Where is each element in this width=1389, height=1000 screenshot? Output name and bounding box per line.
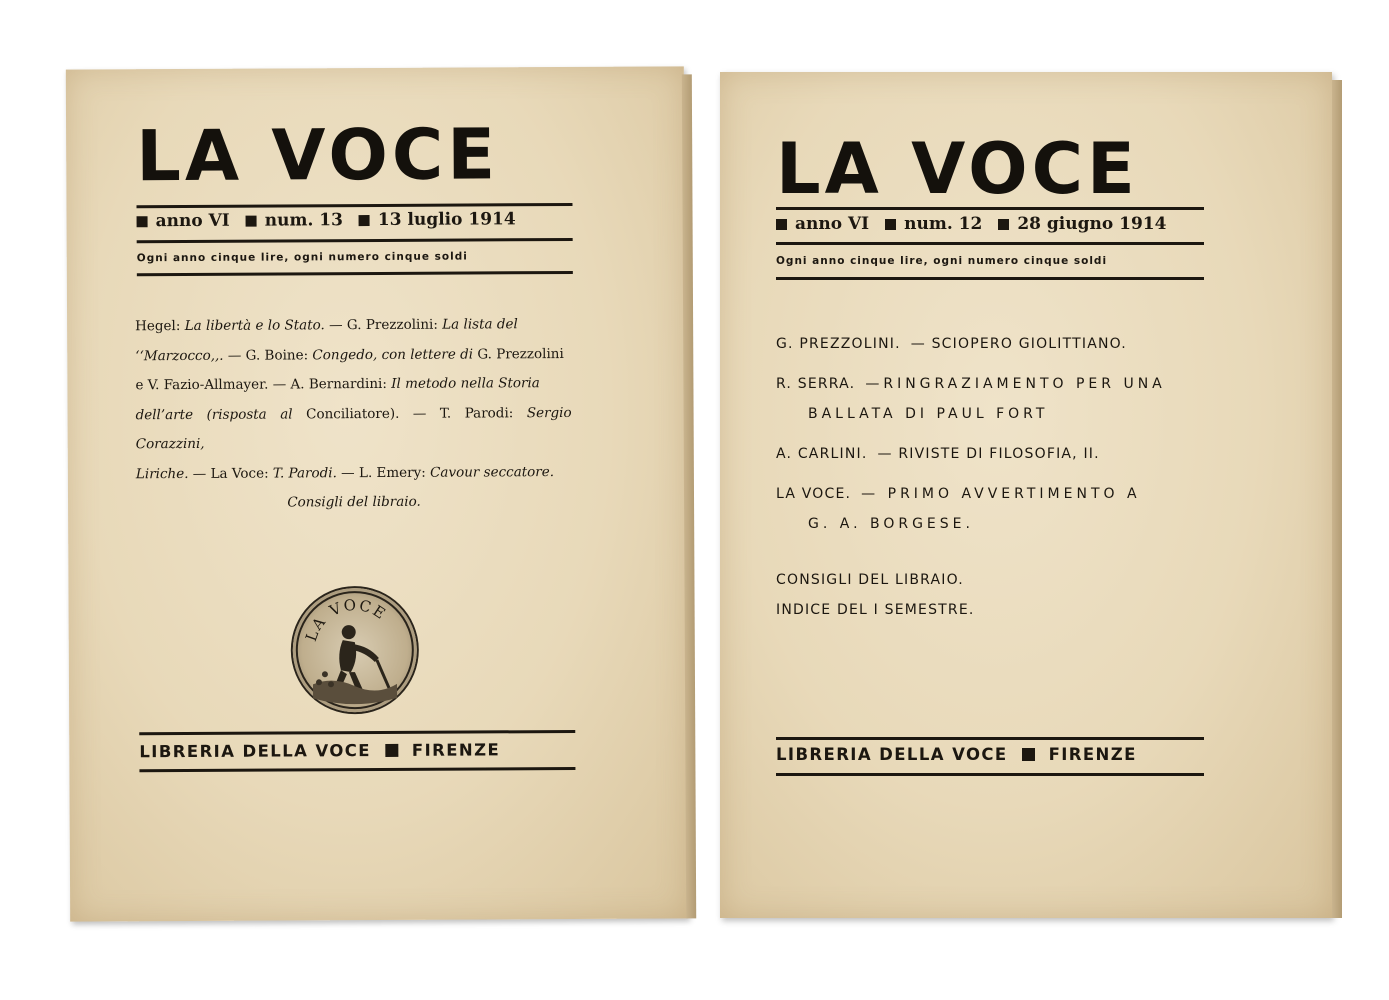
toc-title: — SCIOPERO GIOLITTIANO. bbox=[910, 336, 1127, 352]
toc-title: G. A. BORGESE. bbox=[808, 516, 974, 532]
footer bbox=[139, 740, 500, 761]
square-bullet-icon bbox=[998, 219, 1009, 230]
toc-line: dell’arte (risposta al Conciliatore). — T. Parodi: Sergio Corazzini, bbox=[135, 404, 572, 453]
toc-entry bbox=[808, 516, 974, 532]
masthead-rule bbox=[776, 207, 1204, 210]
toc-title: — PRIMO AVVERTIMENTO A bbox=[861, 486, 1141, 502]
publisher-city: FIRENZE bbox=[1048, 745, 1137, 764]
masthead-rule bbox=[136, 203, 572, 208]
publisher-name: LIBRERIA DELLA VOCE bbox=[139, 741, 371, 762]
toc-title: INDICE DEL I SEMESTRE. bbox=[776, 602, 975, 618]
issue-date: 28 giugno 1914 bbox=[1017, 214, 1167, 234]
toc-author: A. CARLINI. bbox=[776, 446, 868, 462]
toc-entry bbox=[776, 572, 964, 588]
footer-rule-bottom bbox=[139, 767, 575, 772]
footer-rule-bottom bbox=[776, 773, 1204, 776]
toc-title: —RINGRAZIAMENTO PER UNA bbox=[865, 376, 1166, 392]
footer-rule-top bbox=[776, 737, 1204, 740]
toc-entry bbox=[776, 602, 975, 618]
issue-date: 13 luglio 1914 bbox=[377, 209, 516, 230]
cover-edge bbox=[682, 74, 696, 918]
toc-entry bbox=[808, 406, 1048, 422]
toc-line: Hegel: La libertà e lo Stato. — G. Prezzolini: La lista del bbox=[135, 316, 518, 335]
square-bullet-icon bbox=[137, 216, 148, 227]
toc-line: Liriche. — La Voce: T. Parodi. — L. Emery: Cavour seccatore. bbox=[135, 463, 555, 482]
issue-number: num. 13 bbox=[264, 210, 343, 231]
emblem-text: LA VOCE bbox=[301, 595, 391, 644]
footer-rule-top bbox=[139, 730, 575, 735]
toc-line: e V. Fazio-Allmayer. — A. Bernardini: Il metodo nella Storia bbox=[135, 375, 540, 394]
square-bullet-icon bbox=[1022, 748, 1035, 761]
toc-author: G. PREZZOLINI. bbox=[776, 336, 901, 352]
sower-emblem-icon bbox=[292, 588, 417, 713]
toc-title: — RIVISTE DI FILOSOFIA, II. bbox=[877, 446, 1100, 462]
magazine-cover-left bbox=[66, 66, 688, 921]
price-rule bbox=[137, 271, 573, 276]
publisher-name: LIBRERIA DELLA VOCE bbox=[776, 745, 1008, 764]
issue-line bbox=[776, 214, 1166, 234]
issue-number: num. 12 bbox=[904, 214, 983, 234]
toc-author: R. SERRA. bbox=[776, 376, 856, 392]
footer bbox=[776, 745, 1137, 764]
square-bullet-icon bbox=[246, 215, 257, 226]
table-of-contents bbox=[135, 310, 572, 519]
issue-year: anno VI bbox=[795, 214, 870, 234]
issue-rule bbox=[137, 238, 573, 243]
toc-entry bbox=[776, 376, 1166, 392]
issue-year: anno VI bbox=[155, 210, 230, 232]
magazine-cover-right bbox=[720, 72, 1332, 918]
toc-entry bbox=[776, 486, 1141, 502]
price-line: Ogni anno cinque lire, ogni numero cinque soldi bbox=[136, 250, 468, 265]
price-line: Ogni anno cinque lire, ogni numero cinque soldi bbox=[776, 255, 1108, 267]
square-bullet-icon bbox=[359, 215, 370, 226]
issue-line bbox=[137, 209, 516, 231]
cover-edge bbox=[1332, 80, 1342, 918]
masthead-title: LA VOCE bbox=[776, 128, 1139, 210]
issue-rule bbox=[776, 242, 1204, 245]
price-rule bbox=[776, 277, 1204, 280]
square-bullet-icon bbox=[885, 219, 896, 230]
toc-author: LA VOCE. bbox=[776, 486, 852, 502]
toc-title: BALLATA DI PAUL FORT bbox=[808, 406, 1049, 422]
toc-entry bbox=[776, 336, 1127, 352]
masthead-title: LA VOCE bbox=[136, 113, 500, 198]
square-bullet-icon bbox=[776, 219, 787, 230]
toc-line: Consigli del libraio. bbox=[287, 493, 421, 511]
emblem-art bbox=[292, 588, 417, 713]
publisher-city: FIRENZE bbox=[411, 740, 501, 760]
toc-title: CONSIGLI DEL LIBRAIO. bbox=[776, 572, 964, 588]
toc-entry bbox=[776, 446, 1100, 462]
square-bullet-icon bbox=[385, 744, 398, 757]
toc-line: ‘‘Marzocco,,. — G. Boine: Congedo, con lettere di G. Prezzolini bbox=[135, 345, 564, 364]
